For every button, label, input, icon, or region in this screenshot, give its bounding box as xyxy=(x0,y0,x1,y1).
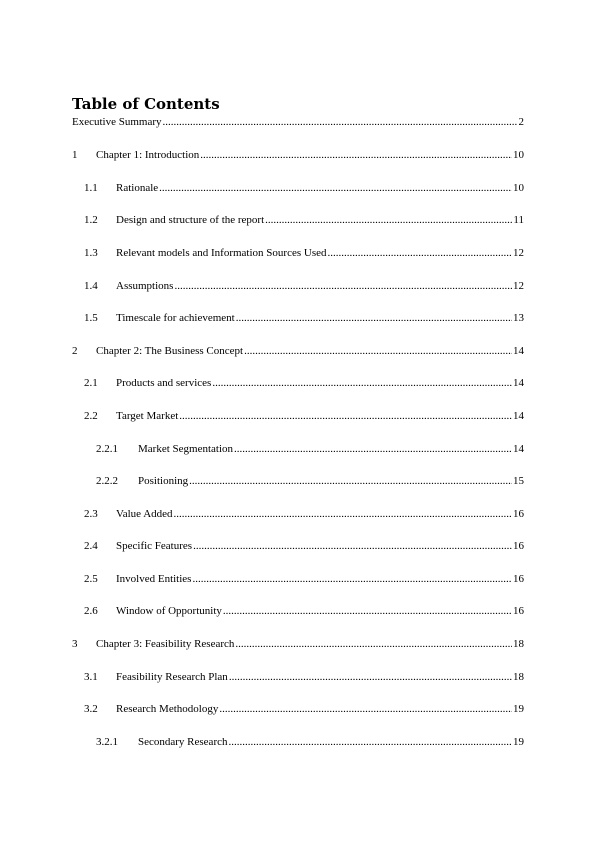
toc-dot-leader xyxy=(200,147,512,163)
toc-entry-number: 3 xyxy=(72,638,78,650)
toc-entry-page-number: 14 xyxy=(513,410,524,422)
toc-entry-number: 3.2 xyxy=(84,703,98,715)
toc-entry[interactable] xyxy=(84,310,524,326)
toc-entry-number: 3.2.1 xyxy=(96,736,118,748)
toc-entry[interactable] xyxy=(96,734,524,750)
toc-entry-number: 2.2 xyxy=(84,410,98,422)
toc-entry-number: 1.1 xyxy=(84,182,98,194)
toc-dot-leader xyxy=(174,278,512,294)
toc-dot-leader xyxy=(229,669,512,685)
toc-entry[interactable] xyxy=(84,180,524,196)
toc-dot-leader xyxy=(189,473,512,489)
toc-entry-text: Involved Entities xyxy=(116,573,192,585)
toc-dot-leader xyxy=(236,310,512,326)
toc-entry-number: 1.3 xyxy=(84,247,98,259)
toc-entry[interactable] xyxy=(84,245,524,261)
toc-entry-page-number: 19 xyxy=(513,703,524,715)
toc-entry-number: 1.5 xyxy=(84,312,98,324)
toc-dot-leader xyxy=(159,180,512,196)
toc-entry-page-number: 10 xyxy=(513,182,524,194)
toc-entry-page-number: 10 xyxy=(513,149,524,161)
toc-entry-text: Assumptions xyxy=(116,280,174,292)
toc-entry-page-number: 2 xyxy=(518,116,524,128)
toc-entry-page-number: 12 xyxy=(513,247,524,259)
toc-dot-leader xyxy=(223,603,512,619)
toc-dot-leader xyxy=(234,441,512,457)
toc-entry-page-number: 18 xyxy=(513,638,524,650)
toc-entry-text: Target Market xyxy=(116,410,179,422)
toc-entry-text: Feasibility Research Plan xyxy=(116,671,228,683)
toc-entry-page-number: 16 xyxy=(513,573,524,585)
toc-entry-number: 2.3 xyxy=(84,508,98,520)
toc-entry[interactable] xyxy=(84,408,524,424)
toc-entry-text: Rationale xyxy=(116,182,159,194)
toc-entry[interactable] xyxy=(72,343,524,359)
toc-entry-page-number: 15 xyxy=(513,475,524,487)
toc-entry-page-number: 16 xyxy=(513,540,524,552)
toc-entry-text: Relevant models and Information Sources Used xyxy=(116,247,327,259)
toc-entry[interactable] xyxy=(96,473,524,489)
toc-entry[interactable] xyxy=(84,701,524,717)
toc-entry-number: 2.1 xyxy=(84,377,98,389)
toc-entry-text: Specific Features xyxy=(116,540,193,552)
toc-dot-leader xyxy=(192,571,512,587)
toc-entry-page-number: 16 xyxy=(513,508,524,520)
toc-entry-number: 1 xyxy=(72,149,78,161)
toc-entry-text: Chapter 2: The Business Concept xyxy=(96,345,244,357)
toc-entry[interactable] xyxy=(84,538,524,554)
toc-entry-number: 2.6 xyxy=(84,605,98,617)
toc-entry-text: Secondary Research xyxy=(138,736,228,748)
toc-entry-text: Window of Opportunity xyxy=(116,605,222,617)
toc-entry[interactable] xyxy=(84,669,524,685)
toc-entry-page-number: 14 xyxy=(513,345,524,357)
toc-entry-text: Design and structure of the report xyxy=(116,214,265,226)
toc-dot-leader xyxy=(212,375,512,391)
toc-entry-text: Positioning xyxy=(138,475,189,487)
toc-dot-leader xyxy=(265,212,512,228)
toc-entry[interactable] xyxy=(84,506,524,522)
toc-entry-page-number: 13 xyxy=(513,312,524,324)
toc-entry-number: 2.2.2 xyxy=(96,475,118,487)
toc-entry-number: 3.1 xyxy=(84,671,98,683)
toc-entry-page-number: 16 xyxy=(513,605,524,617)
toc-entry-number: 2.5 xyxy=(84,573,98,585)
toc-entry-page-number: 14 xyxy=(513,443,524,455)
toc-entry-number: 1.2 xyxy=(84,214,98,226)
toc-dot-leader xyxy=(235,636,512,652)
toc-dot-leader xyxy=(229,734,513,750)
toc-entry[interactable] xyxy=(72,147,524,163)
toc-entry-page-number: 18 xyxy=(513,671,524,683)
toc-entry-text: Products and services xyxy=(116,377,212,389)
toc-entry-number: 2.4 xyxy=(84,540,98,552)
toc-dot-leader xyxy=(327,245,512,261)
toc-entry-text: Chapter 1: Introduction xyxy=(96,149,200,161)
toc-entry[interactable] xyxy=(84,571,524,587)
toc-dot-leader xyxy=(179,408,512,424)
toc-entry[interactable] xyxy=(84,603,524,619)
toc-title: Table of Contents xyxy=(72,95,220,113)
toc-entry[interactable] xyxy=(84,375,524,391)
toc-entry[interactable] xyxy=(84,212,524,228)
toc-dot-leader xyxy=(193,538,512,554)
toc-entry-page-number: 12 xyxy=(513,280,524,292)
toc-entry-page-number: 11 xyxy=(513,214,524,226)
toc-entry[interactable] xyxy=(72,114,524,130)
toc-entry-number: 2 xyxy=(72,345,78,357)
toc-dot-leader xyxy=(244,343,512,359)
toc-entry-text: Research Methodology xyxy=(116,703,219,715)
toc-entry-number: 1.4 xyxy=(84,280,98,292)
toc-entry[interactable] xyxy=(84,278,524,294)
toc-entry-text: Chapter 3: Feasibility Research xyxy=(96,638,235,650)
toc-entry-text: Market Segmentation xyxy=(138,443,234,455)
toc-entry[interactable] xyxy=(72,636,524,652)
toc-dot-leader xyxy=(219,701,512,717)
toc-entry[interactable] xyxy=(96,441,524,457)
toc-dot-leader xyxy=(163,114,518,130)
toc-entry-number: 2.2.1 xyxy=(96,443,118,455)
toc-entry-text: Timescale for achievement xyxy=(116,312,235,324)
toc-entry-text: Executive Summary xyxy=(72,116,162,128)
toc-entry-page-number: 14 xyxy=(513,377,524,389)
toc-entry-text: Value Added xyxy=(116,508,173,520)
toc-dot-leader xyxy=(174,506,512,522)
toc-entry-page-number: 19 xyxy=(513,736,524,748)
